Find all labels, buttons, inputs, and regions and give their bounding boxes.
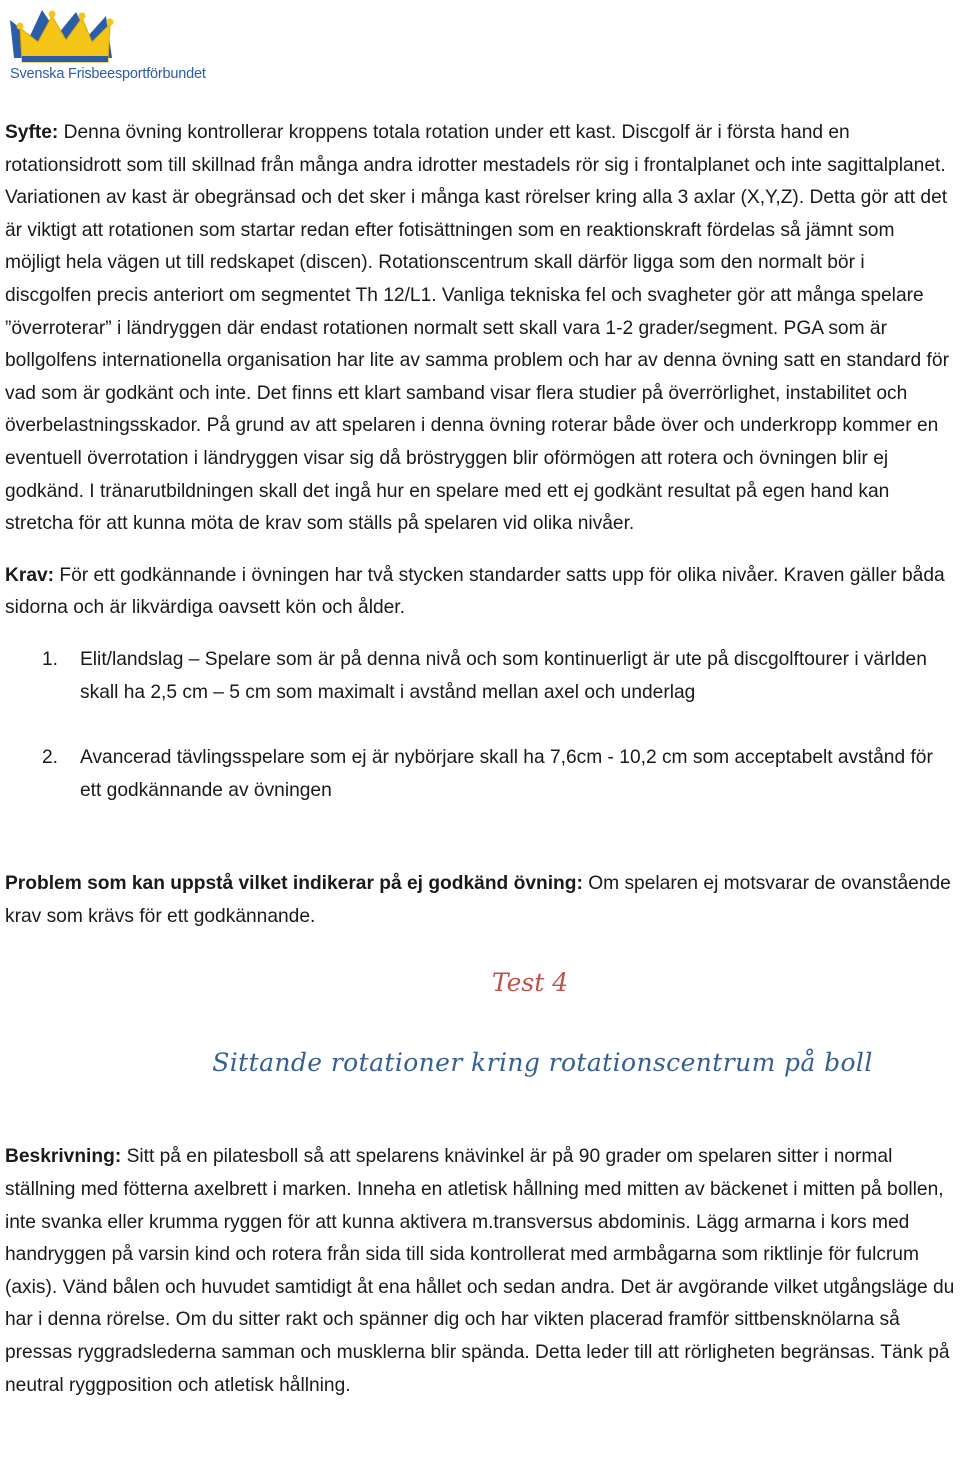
list-item (5, 644, 955, 709)
syfte-text: Denna övning kontrollerar kroppens totala rotation under ett kast. Discgolf är i första hand en rotationsidrott som till skillnad från många andra idrotter mestadels rör sig i frontalplanet och inte sagittalplanet. Variationen av kast är obegränsad och det sker i många kast rörelser kring alla 3 axlar (X,Y,Z). Detta gör att det är viktigt att rotationen som startar redan efter fotisättningen som en reaktionskraft fördelas så jämnt som möjligt hela vägen ut till redskapet (discen). Rotationscentrum skall därför ligga som den normalt bör i discgolfen precis anteriort om segmentet Th 12/L1. Vanliga tekniska fel och svagheter gör att många spelare ”överroterar” i ländryggen där endast rotationen normalt sett skall vara 1-2 grader/segment. PGA som är bollgolfens internationella organisation har lite av samma problem och har av denna övning satt en standard för vad som är godkänt och inte. Det finns ett klart samband visar flera studier på överrörlighet, instabilitet och överbelastningsskador. På grund av att spelaren i denna övning roterar både över och underkropp kommer en eventuell överrotation i ländryggen visar sig då bröstryggen blir oförmögen att rotera och övningen blir ej godkänd. I tränarutbildningen skall det ingå hur en spelare med ett ej godkänt resultat på egen hand kan stretcha för att kunna möta de krav som ställs på spelaren vid olika nivåer. (5, 122, 949, 535)
logo-text: Svenska Frisbeesportförbundet (10, 66, 206, 82)
problem-paragraph (5, 868, 955, 933)
syfte-label: Syfte: (5, 122, 59, 143)
document-body (5, 117, 955, 1402)
problem-label: Problem som kan uppstå vilket indikerar på ej godkänd övning: (5, 873, 583, 895)
list-item-text: Elit/landslag – Spelare som är på denna nivå och som kontinuerligt är ute på discgolftourer i världen skall ha 2,5 cm – 5 cm som maximalt i avstånd mellan axel och underlag (80, 648, 927, 703)
test-title: Test 4 (491, 968, 569, 998)
krav-text: För ett godkännande i övningen har två stycken standarder satts upp för olika nivåer. Kraven gäller båda sidorna och är likvärdiga oavsett kön och ålder. (5, 564, 945, 619)
list-item (5, 742, 955, 807)
krav-label: Krav: (5, 564, 55, 586)
beskrivning-paragraph (5, 1141, 955, 1402)
beskrivning-text: Sitt på en pilatesboll så att spelarens knävinkel är på 90 grader om spelaren sitter i normal ställning med fötterna axelbrett i marken. Inneha en atletisk hållning med mitten av bäckenet i mitten på bollen, inte svanka eller krumma ryggen för att kunna aktivera m.transversus abdominis. Lägg armarna i kors med handryggen på varsin kind och rotera från sida till sida kontrollerat med armbågarna som riktlinje för fulcrum (axis). Vänd bålen och huvudet samtidigt åt ena hållet och sedan andra. Det är avgörande vilket utgångsläge du har i denna rörelse. Om du sitter rakt och spänner dig och har vikten placerad framför sittbensknölarna så pressas ryggradslederna samman och musklerna blir spända. Detta leder till att rörligheten begränsas. Tänk på neutral ryggposition och atletisk hållning. (5, 1146, 955, 1396)
beskrivning-label: Beskrivning: (5, 1146, 122, 1168)
crown-icon (8, 6, 128, 68)
problem-text: Om spelaren ej motsvarar de ovanstående krav som krävs för ett godkännande. (5, 873, 951, 927)
list-item-number: 1. (42, 648, 59, 670)
test-subtitle: Sittande rotationer kring rotationscentrum på boll (212, 1048, 873, 1078)
federation-logo (8, 6, 218, 88)
syfte-paragraph (5, 117, 955, 541)
list-item-number: 2. (42, 747, 59, 769)
krav-paragraph (5, 560, 955, 625)
list-item-text: Avancerad tävlingsspelare som ej är nybörjare skall ha 7,6cm - 10,2 cm som acceptabelt avstånd för ett godkännande av övningen (80, 747, 933, 801)
level-list (5, 644, 955, 807)
